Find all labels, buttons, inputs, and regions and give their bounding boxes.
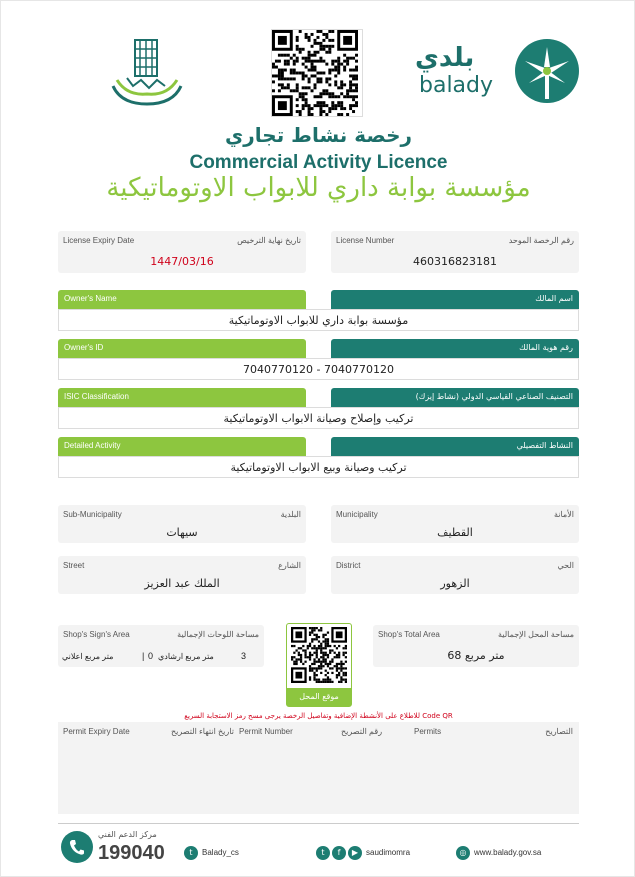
permit-expiry-label-en: Permit Expiry Date — [63, 727, 130, 736]
owner-name-value: مؤسسة بوابة داري للابواب الاوتوماتيكية — [228, 314, 409, 327]
twitter-icon[interactable]: t — [184, 846, 198, 860]
detailed-activity-label-en: Detailed Activity — [64, 441, 121, 450]
district-label-en: District — [336, 561, 361, 570]
permits-label-ar: التصاريح — [545, 727, 573, 736]
sign-ad-unit: متر مربع اعلاني — [62, 652, 114, 661]
detailed-activity-row — [58, 437, 579, 481]
district-card — [331, 556, 579, 594]
qr-scan-note: للاطلاع على الأنشطة الإضافية وتفاصيل الرخصة يرجى مسح رمز الاستجابة السريع Code QR — [184, 712, 453, 720]
district-value: الزهور — [440, 577, 470, 590]
sign-guidance-value: 3 — [241, 651, 247, 661]
total-area-card — [373, 625, 579, 667]
street-value: الملك عبد العزيز — [144, 577, 220, 590]
street-label-en: Street — [63, 561, 85, 570]
owner-id-value: 7040770120 - 7040770120 — [243, 363, 394, 376]
owner-name-label-en: Owner's Name — [64, 294, 117, 303]
detailed-activity-label-ar: النشاط التفصيلي — [516, 441, 573, 450]
footer — [58, 823, 579, 869]
balady-logo-arabic: بلدي — [415, 43, 475, 73]
sign-ad-value: 0 — [148, 651, 154, 661]
license-number-label-ar: رقم الرخصة الموحد — [508, 236, 574, 245]
sign-area-card — [58, 625, 264, 667]
twitter-icon[interactable]: t — [316, 846, 330, 860]
balady-logo-english: balady — [419, 73, 494, 98]
sign-area-label-en: Shop's Sign's Area — [63, 630, 130, 639]
owner-name-row — [58, 290, 579, 334]
license-number-value: 460316823181 — [413, 255, 497, 268]
district-label-ar: الحي — [557, 561, 574, 570]
sign-guidance-unit: متر مربع ارشادي — [158, 652, 214, 661]
support-number[interactable]: 199040 — [98, 842, 165, 864]
sign-area-label-ar: مساحة اللوحات الإجمالية — [177, 630, 259, 639]
sub-municipality-value: سيهات — [166, 526, 198, 539]
isic-label-en: ISIC Classification — [64, 392, 129, 401]
permits-label-en: Permits — [414, 727, 442, 736]
sub-municipality-label-ar: البلدية — [280, 510, 301, 519]
sub-municipality-label-en: Sub-Municipality — [63, 510, 122, 519]
isic-row — [58, 388, 579, 432]
license-expiry-label-ar: تاريخ نهاية الترخيص — [237, 236, 301, 245]
twitter-cs-handle[interactable]: Balady_cs — [202, 848, 239, 857]
owner-id-row — [58, 339, 579, 383]
phone-icon — [61, 831, 93, 863]
municipality-label-ar: الأمانة — [553, 510, 574, 519]
municipality-emblem-logo — [107, 34, 185, 112]
shop-location-caption: موقع المحل — [287, 688, 351, 706]
sub-municipality-card — [58, 505, 306, 543]
owner-id-label-ar: رقم هوية المالك — [519, 343, 573, 352]
owner-name-label-ar: اسم المالك — [535, 294, 573, 303]
website-link[interactable]: www.balady.gov.sa — [474, 848, 542, 857]
permit-number-label-en: Permit Number — [239, 727, 293, 736]
license-expiry-card — [58, 231, 306, 273]
license-number-card — [331, 231, 579, 273]
isic-value: تركيب وإصلاح وصيانة الابواب الاوتوماتيكية — [223, 412, 414, 425]
street-label-ar: الشارع — [278, 561, 301, 570]
social-handle[interactable]: saudimomra — [366, 848, 411, 857]
license-number-label-en: License Number — [336, 236, 395, 245]
support-center-label: مركز الدعم الفني — [98, 830, 157, 839]
municipality-label-en: Municipality — [336, 510, 378, 519]
total-area-value: 68 متر مربع — [447, 649, 505, 662]
license-qr-code — [271, 29, 363, 117]
street-card — [58, 556, 306, 594]
shop-location-qr — [286, 623, 352, 707]
permit-expiry-label-ar: تاريخ انتهاء التصريح — [171, 727, 234, 736]
permit-number-label-ar: رقم التصريح — [341, 727, 383, 736]
permits-table — [58, 722, 579, 814]
youtube-icon[interactable]: ▶ — [348, 846, 362, 860]
license-expiry-label-en: License Expiry Date — [63, 236, 135, 245]
detailed-activity-value: تركيب وصيانة وبيع الابواب الاوتوماتيكية — [230, 461, 407, 474]
total-area-label-ar: مساحة المحل الإجمالية — [498, 630, 574, 639]
municipality-card — [331, 505, 579, 543]
license-expiry-value: 1447/03/16 — [150, 255, 214, 268]
owner-id-label-en: Owner's ID — [64, 343, 104, 352]
document-title-arabic: رخصة نشاط تجاري — [224, 123, 413, 147]
total-area-label-en: Shop's Total Area — [378, 630, 440, 639]
sign-separator: | — [142, 651, 145, 661]
establishment-name: مؤسسة بوابة داري للابواب الاوتوماتيكية — [106, 173, 531, 203]
globe-icon[interactable]: ◎ — [456, 846, 470, 860]
municipality-value: القطيف — [437, 526, 473, 539]
facebook-icon[interactable]: f — [332, 846, 346, 860]
isic-label-ar: التصنيف الصناعي القياسي الدولي (نشاط إيزك) — [415, 392, 573, 401]
document-title-english: Commercial Activity Licence — [189, 152, 448, 173]
